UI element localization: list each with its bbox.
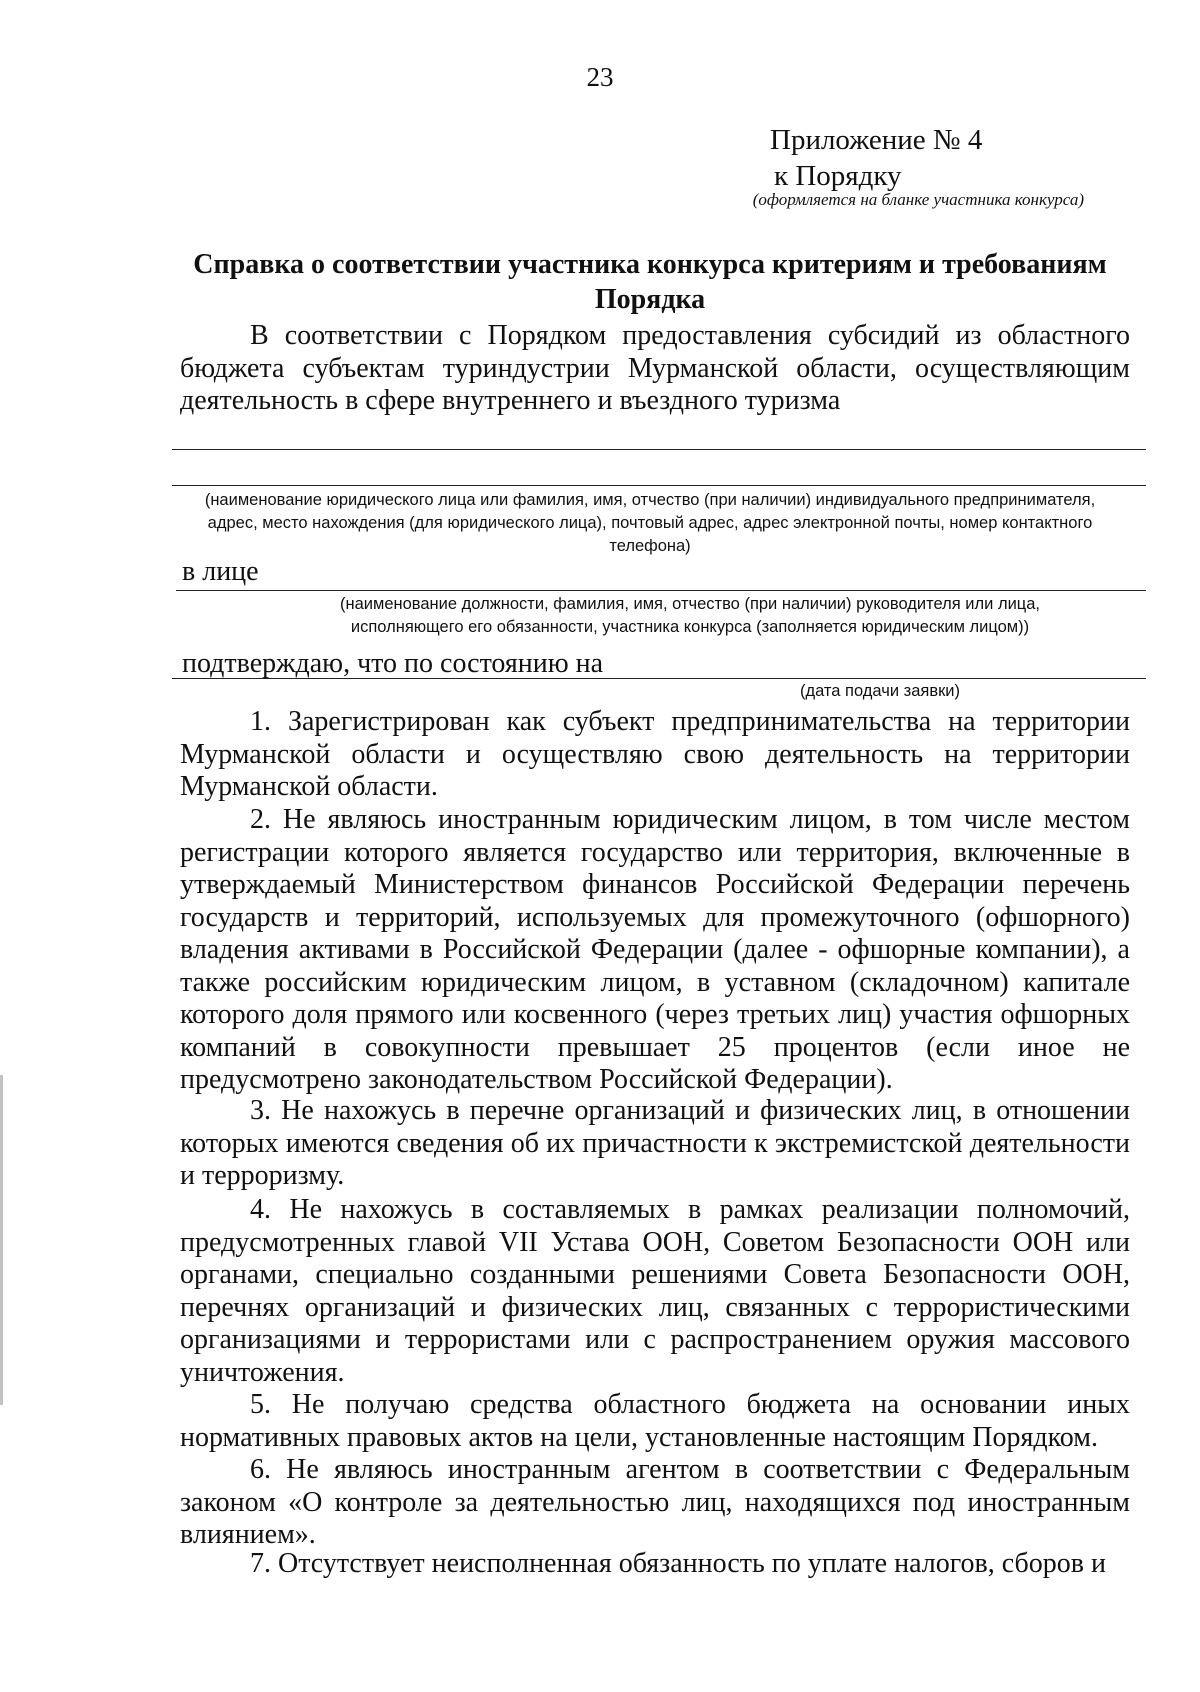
list-item: 4. Не нахожусь в составляемых в рамках реализации полномочий, предусмотренных главой VII Устава ООН, Советом Безопасности ООН или органами, специально созданными решениями Совета Безопасности ООН, перечнях организаций и физических лиц, связанных с террористическими организациями и террористами или с распространением оружия массового уничтожения.: [180, 1194, 1130, 1388]
note-position: (наименование должности, фамилия, имя, отчество (при наличии) руководителя или лица, исполняющего его обязанности, участника конкурса (заполняется юридическим лицом)): [339, 595, 1041, 636]
annex-header: [770, 122, 982, 194]
fill-line-position: [176, 590, 1146, 591]
list-item: 3. Не нахожусь в перечне организаций и физических лиц, в отношении которых имеются сведения об их причастности к экстремистской деятельности и терроризму.: [180, 1095, 1130, 1191]
intro-paragraph: [180, 320, 1130, 418]
intro-text: В соответствии с Порядком предоставления субсидий из областного бюджета субъектам туриндустрии Мурманской области, осуществляющим деятельность в сфере внутреннего и въездного туризма: [180, 320, 1130, 416]
annex-reference: к Порядку: [774, 160, 902, 192]
in-person-label: в лице: [182, 556, 259, 587]
fill-line-date: [172, 678, 1146, 679]
list-item: 1. Зарегистрирован как субъект предпринимательства на территории Мурманской области и осуществляю свою деятельность на территории Мурманской области.: [180, 706, 1130, 802]
annex-number: Приложение № 4: [770, 124, 983, 156]
note-name: (наименование юридического лица или фамилия, имя, отчество (при наличии) индивидуального предпринимателя, адрес, место нахождения (для юридического лица), почтовый адрес, адрес электронной почты, номер контактного телефона): [204, 491, 1096, 555]
annex-note: (оформляется на бланке участника конкурса): [752, 190, 1084, 209]
confirm-label: подтверждаю, что по состоянию на: [182, 648, 604, 679]
list-item: 6. Не являюсь иностранным агентом в соответствии с Федеральным законом «О контроле за деятельностью лиц, находящихся под иностранным влиянием».: [180, 1454, 1130, 1550]
list-item: 2. Не являюсь иностранным юридическим лицом, в том числе местом регистрации которого является государство или территория, включенные в утверждаемый Министерством финансов Российской Федерации перечень государств и территорий, используемых для промежуточного (офшорного) владения активами в Российской Федерации (далее - офшорные компании), а также российским юридическим лицом, в уставном (складочном) капитале которого доля прямого или косвенного (через третьих лиц) участия офшорных компаний в совокупности превышает 25 процентов (если иное не предусмотрено законодательством Российской Федерации).: [180, 804, 1130, 1095]
document-title: Справка о соответствии участника конкурса критериям и требованиям Порядка: [193, 249, 1107, 315]
scan-edge-mark: [0, 1075, 3, 1405]
fill-line-name-1: [172, 449, 1146, 450]
list-item: 7. Отсутствует неисполненная обязанность по уплате налогов, сборов и: [250, 1548, 1106, 1579]
list-item: 5. Не получаю средства областного бюджета на основании иных нормативных правовых актов на цели, установленные настоящим Порядком.: [180, 1389, 1130, 1453]
note-date: (дата подачи заявки): [799, 682, 961, 700]
page-number: 23: [586, 62, 614, 92]
fill-line-name-2: [172, 485, 1146, 486]
